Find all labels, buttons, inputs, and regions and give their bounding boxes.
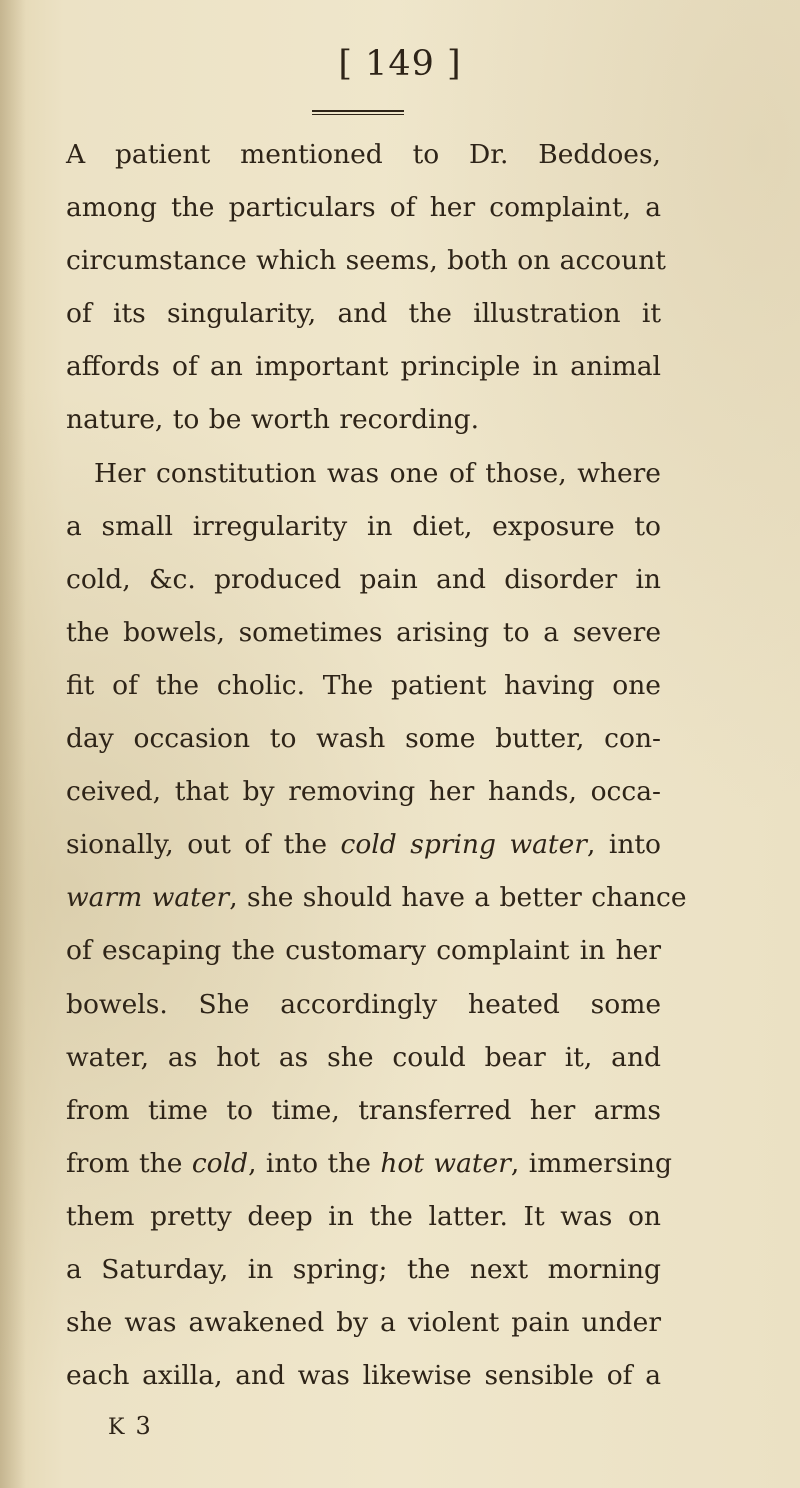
text-line: ceived, that by removing her hands, occa-	[66, 776, 661, 808]
text-line: nature, to be worth recording.	[66, 404, 480, 436]
text-line: a Saturday, in spring; the next morning	[66, 1253, 661, 1285]
body-text	[66, 128, 687, 1402]
text-line: warm water, she should have a better chance	[66, 882, 687, 914]
text-line: cold, &c. produced pain and disorder in	[66, 563, 661, 595]
text-line: of its singularity, and the illustration it	[66, 298, 661, 330]
text-line: them pretty deep in the latter. It was on	[66, 1200, 661, 1232]
text-line: water, as hot as she could bear it, and	[66, 1041, 661, 1073]
text-line: the bowels, sometimes arising to a severe	[66, 616, 661, 648]
text-line: fit of the cholic. The patient having one	[66, 669, 661, 701]
text-line: Her constitution was one of those, where	[94, 457, 661, 489]
text-line: bowels. She accordingly heated some	[66, 988, 661, 1020]
text-line: sionally, out of the cold spring water, into	[66, 829, 661, 861]
text-line: from time to time, transferred her arms	[66, 1094, 661, 1126]
text-line: she was awakened by a violent pain under	[66, 1307, 661, 1339]
text-line: circumstance which seems, both on account	[66, 245, 666, 277]
text-line: a small irregularity in diet, exposure to	[66, 510, 661, 542]
page-edge-shadow	[0, 0, 26, 1488]
text-line: A patient mentioned to Dr. Beddoes,	[66, 139, 661, 170]
page-number: [ 149 ]	[338, 44, 462, 84]
text-line: among the particulars of her complaint, a	[66, 192, 661, 224]
text-line: day occasion to wash some butter, con-	[66, 723, 661, 755]
text-line: from the cold, into the hot water, immersing	[66, 1147, 672, 1179]
text-line: of escaping the customary complaint in her	[66, 935, 661, 967]
signature-letter: K	[108, 1415, 127, 1440]
text-line: each axilla, and was likewise sensible of a	[66, 1360, 661, 1392]
signature-mark	[108, 1412, 153, 1440]
signature-number: 3	[135, 1412, 153, 1440]
text-line: affords of an important principle in animal	[66, 351, 661, 383]
header-rule	[312, 110, 404, 115]
